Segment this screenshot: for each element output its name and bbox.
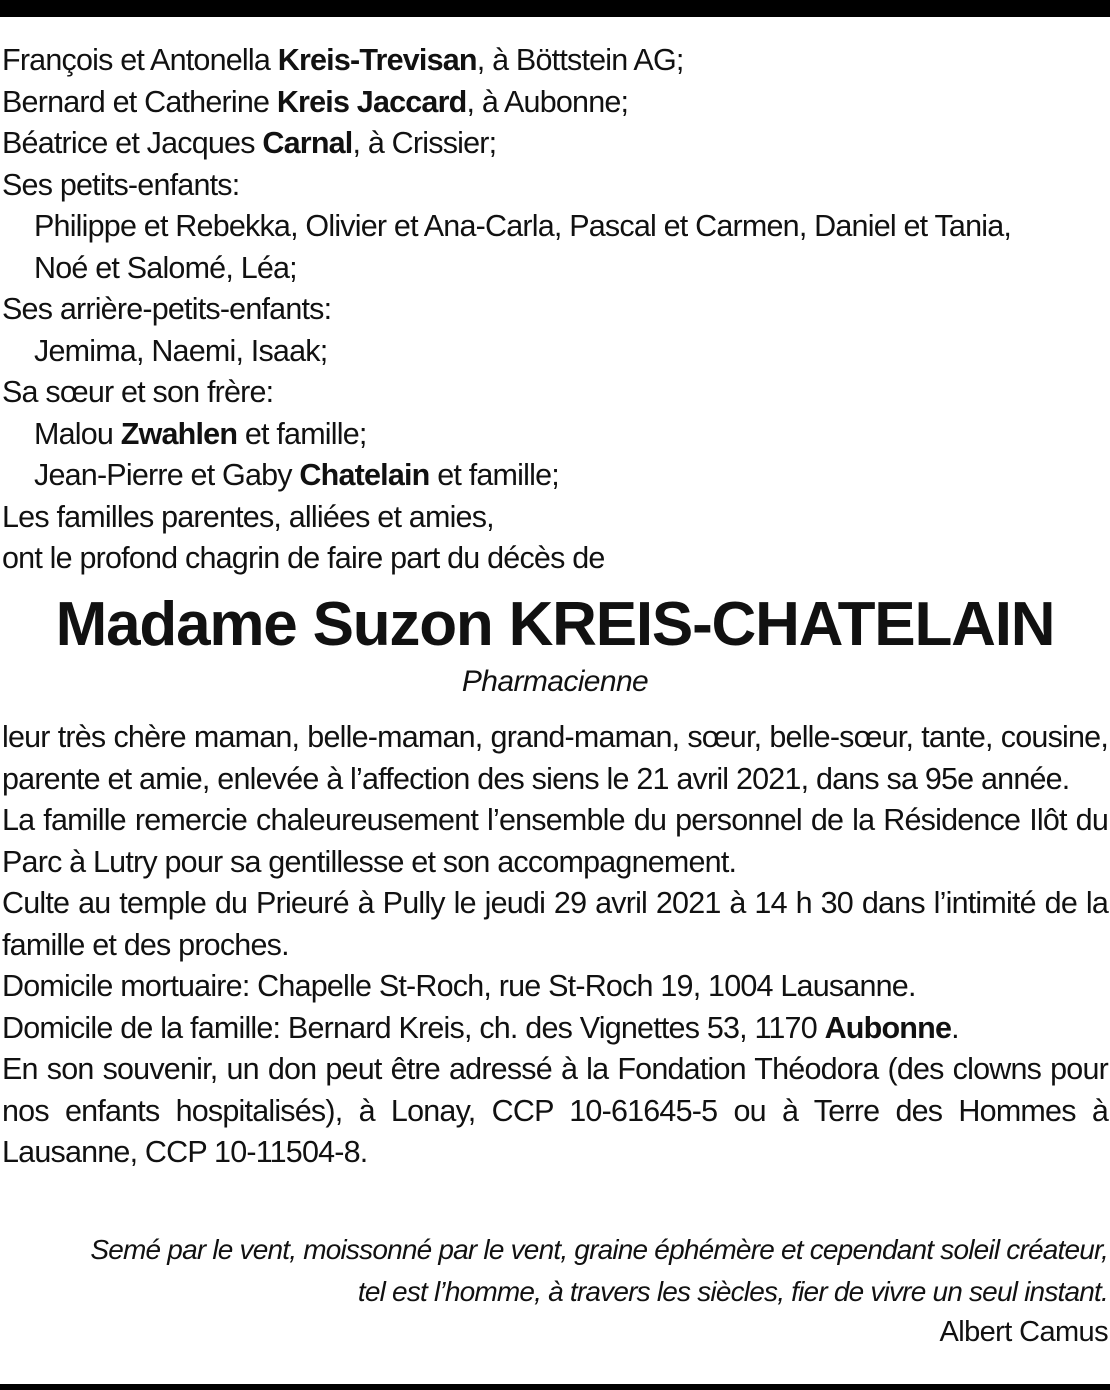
great-grandchildren-heading: Ses arrière-petits-enfants: bbox=[2, 292, 332, 326]
family-address-end: . bbox=[951, 1010, 959, 1045]
family-list bbox=[2, 40, 1108, 580]
family-line bbox=[2, 82, 1108, 124]
deceased-name: Madame Suzon KREIS-CHATELAIN bbox=[55, 590, 1055, 659]
announcement-body bbox=[2, 717, 1108, 1174]
family-location: , à Böttstein AG; bbox=[476, 43, 684, 77]
grandchildren-heading: Ses petits-enfants: bbox=[2, 167, 240, 202]
sibling-line bbox=[2, 414, 1108, 456]
great-grandchildren-list: Jemima, Naemi, Isaak; bbox=[34, 333, 328, 368]
siblings-heading: Sa sœur et son frère: bbox=[2, 375, 274, 409]
family-location: , à Aubonne; bbox=[466, 84, 629, 119]
quote-author: Albert Camus bbox=[939, 1316, 1108, 1348]
quote-line: Semé par le vent, moissonné par le vent, graine éphémère et cependant soleil créateur, bbox=[90, 1234, 1108, 1265]
family-address-town: Aubonne bbox=[824, 1010, 952, 1045]
sibling-names: Jean-Pierre et Gaby bbox=[34, 458, 300, 492]
extended-family: Les familles parentes, alliées et amies, bbox=[2, 499, 494, 534]
top-rule bbox=[0, 0, 1110, 17]
family-address bbox=[2, 1008, 1108, 1050]
sibling-surname: Zwahlen bbox=[120, 416, 238, 451]
thanks-paragraph: La famille remercie chaleureusement l’ensemble du personnel de la Résidence Ilôt du Parc à Lutry pour sa gentillesse et son accompagnement. bbox=[2, 803, 1108, 879]
family-surname: Carnal bbox=[262, 126, 353, 160]
family-names: François et Antonella bbox=[2, 43, 278, 77]
family-names: Bernard et Catherine bbox=[2, 84, 277, 119]
donation-paragraph: En son souvenir, un don peut être adressé à la Fondation Théodora (des clowns pour nos enfants hospitalisés), à Lonay, CCP 10-61645-5 ou à Terre des Hommes à Lausanne, CCP 10-11504-8. bbox=[2, 1052, 1108, 1169]
grandchildren-list: Noé et Salomé, Léa; bbox=[34, 250, 297, 285]
sibling-suffix: et famille; bbox=[237, 416, 367, 451]
sibling-names: Malou bbox=[34, 416, 121, 451]
family-surname: Kreis Jaccard bbox=[276, 84, 467, 119]
family-address-text: Domicile de la famille: Bernard Kreis, ch. des Vignettes 53, 1170 bbox=[2, 1010, 825, 1045]
grandchildren-list: Philippe et Rebekka, Olivier et Ana-Carla, Pascal et Carmen, Daniel et Tania, bbox=[34, 209, 1012, 243]
family-names: Béatrice et Jacques bbox=[2, 126, 263, 160]
family-line bbox=[2, 123, 1108, 165]
sibling-line bbox=[2, 455, 1108, 497]
sibling-suffix: et famille; bbox=[429, 458, 559, 492]
epitaph-quote bbox=[2, 1229, 1108, 1312]
family-surname: Kreis-Trevisan bbox=[277, 43, 477, 77]
announcement-intro: ont le profond chagrin de faire part du décès de bbox=[2, 541, 605, 575]
family-line bbox=[2, 40, 1108, 82]
service-paragraph: Culte au temple du Prieuré à Pully le jeudi 29 avril 2021 à 14 h 30 dans l’intimité de la famille et des proches. bbox=[2, 886, 1108, 962]
deceased-profession: Pharmacienne bbox=[461, 665, 649, 698]
relationship-paragraph: leur très chère maman, belle-maman, grand-maman, sœur, belle-sœur, tante, cousine, parente et amie, enlevée à l’affection des siens le 21 avril 2021, dans sa 95e année. bbox=[2, 720, 1108, 796]
quote-line: tel est l’homme, à travers les siècles, fier de vivre un seul instant. bbox=[357, 1275, 1108, 1307]
mortuary-address: Domicile mortuaire: Chapelle St-Roch, rue St-Roch 19, 1004 Lausanne. bbox=[2, 969, 916, 1003]
bottom-rule bbox=[0, 1384, 1110, 1390]
family-location: , à Crissier; bbox=[352, 126, 497, 160]
sibling-surname: Chatelain bbox=[299, 458, 430, 492]
